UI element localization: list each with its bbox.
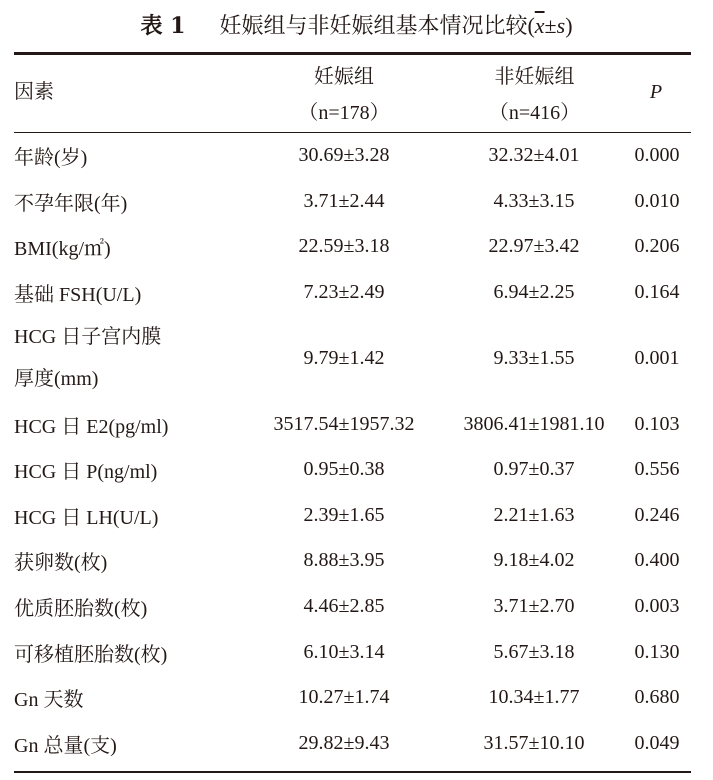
row-pregnant-value: 30.69±3.28 — [298, 144, 390, 167]
row-factor: HCG 日 LH(U/L) — [14, 506, 159, 529]
table-row — [14, 224, 691, 270]
row-nonpregnant-value: 9.33±1.55 — [493, 346, 575, 369]
row-nonpregnant-value: 31.57±10.10 — [483, 731, 585, 754]
table-row — [14, 538, 691, 584]
table-number: 表 1 — [140, 13, 186, 39]
table-row — [14, 133, 691, 179]
row-p-value: 0.680 — [634, 686, 680, 709]
row-nonpregnant-value: 32.32±4.01 — [488, 144, 580, 167]
header-factor: 因素 — [14, 81, 54, 103]
table-row — [14, 447, 691, 493]
table-row — [14, 584, 691, 630]
row-nonpregnant-value: 22.97±3.42 — [488, 235, 580, 258]
header-nonpregnant-n: （n=416） — [488, 102, 581, 124]
row-pregnant-value: 0.95±0.38 — [303, 458, 385, 481]
row-factor-line: 厚度(mm) — [14, 368, 99, 391]
table-row — [14, 179, 691, 225]
row-nonpregnant-value: 9.18±4.02 — [493, 549, 575, 572]
row-nonpregnant-value: 10.34±1.77 — [488, 686, 580, 709]
caption-close: ) — [565, 13, 573, 38]
row-factor: HCG 日 P(ng/ml) — [14, 461, 158, 484]
table-row — [14, 629, 691, 675]
header-pregnant-group — [264, 59, 424, 131]
row-p-value: 0.049 — [634, 731, 680, 754]
row-pregnant-value: 3517.54±1957.32 — [273, 412, 415, 435]
header-p-value: P — [649, 81, 663, 103]
table-row — [14, 401, 691, 447]
table-title — [0, 6, 713, 46]
plus-minus-symbol: ± — [544, 13, 557, 38]
row-nonpregnant-value: 5.67±3.18 — [493, 640, 575, 663]
row-p-value: 0.130 — [634, 640, 680, 663]
row-p-value: 0.206 — [634, 235, 680, 258]
row-p-value: 0.556 — [634, 458, 680, 481]
row-p-value: 0.010 — [634, 189, 680, 212]
row-factor: 基础 FSH(U/L) — [14, 284, 142, 307]
row-pregnant-value: 3.71±2.44 — [303, 189, 385, 212]
row-p-value: 0.400 — [634, 549, 680, 572]
row-pregnant-value: 6.10±3.14 — [303, 640, 385, 663]
row-factor: 优质胚胎数(枚) — [14, 598, 148, 621]
header-pregnant-name: 妊娠组 — [314, 66, 374, 88]
row-p-value: 0.003 — [634, 595, 680, 618]
row-pregnant-value: 10.27±1.74 — [298, 686, 390, 709]
row-factor: 可移植胚胎数(枚) — [14, 643, 168, 666]
row-pregnant-value: 9.79±1.42 — [303, 346, 385, 369]
table-row — [14, 721, 691, 767]
table-row — [14, 493, 691, 539]
row-factor: Gn 总量(支) — [14, 734, 117, 757]
table-row — [14, 315, 691, 401]
row-factor-line: HCG 日子宫内膜 — [14, 326, 162, 349]
row-nonpregnant-value: 0.97±0.37 — [493, 458, 575, 481]
row-factor: BMI(kg/㎡) — [14, 238, 111, 261]
row-pregnant-value: 22.59±3.18 — [298, 235, 390, 258]
row-p-value: 0.000 — [634, 144, 680, 167]
row-nonpregnant-value: 3.71±2.70 — [493, 595, 575, 618]
table-row — [14, 270, 691, 316]
table-row — [14, 675, 691, 721]
row-p-value: 0.103 — [634, 412, 680, 435]
row-pregnant-value: 8.88±3.95 — [303, 549, 385, 572]
row-factor: HCG 日 E2(pg/ml) — [14, 415, 169, 438]
mean-symbol: $\overline{x}$ — [534, 13, 545, 38]
sd-symbol: s — [556, 13, 566, 38]
bottom-rule — [14, 771, 691, 773]
row-nonpregnant-value: 4.33±3.15 — [493, 189, 575, 212]
row-factor: 年龄(岁) — [14, 147, 88, 170]
row-factor — [14, 315, 254, 401]
row-p-value: 0.001 — [634, 346, 680, 369]
table-caption: 妊娠组与非妊娠组基本情况比较( — [219, 13, 535, 38]
table-header — [14, 55, 691, 132]
row-nonpregnant-value: 3806.41±1981.10 — [463, 412, 605, 435]
row-p-value: 0.164 — [634, 281, 680, 304]
row-factor: 不孕年限(年) — [14, 192, 128, 215]
row-factor: 获卵数(枚) — [14, 552, 108, 575]
row-p-value: 0.246 — [634, 503, 680, 526]
header-nonpregnant-name: 非妊娠组 — [494, 66, 575, 88]
row-pregnant-value: 4.46±2.85 — [303, 595, 385, 618]
table-body — [14, 133, 691, 766]
row-factor: Gn 天数 — [14, 689, 84, 712]
row-nonpregnant-value: 2.21±1.63 — [493, 503, 575, 526]
row-nonpregnant-value: 6.94±2.25 — [493, 281, 575, 304]
row-pregnant-value: 29.82±9.43 — [298, 731, 390, 754]
row-pregnant-value: 2.39±1.65 — [303, 503, 385, 526]
header-pregnant-n: （n=178） — [298, 102, 390, 124]
header-nonpregnant-group — [447, 59, 622, 131]
row-pregnant-value: 7.23±2.49 — [303, 281, 385, 304]
